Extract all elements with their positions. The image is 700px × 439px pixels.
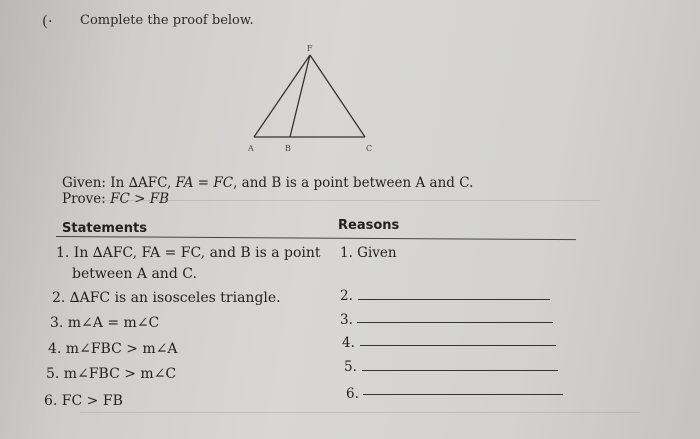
reason-3-number: 3. bbox=[340, 312, 353, 328]
reason-2-number: 2. bbox=[340, 288, 353, 304]
prove-prefix: Prove: bbox=[62, 191, 111, 207]
triangle-figure bbox=[240, 40, 380, 155]
reason-1: 1. Given bbox=[340, 245, 397, 261]
statement-4: 4. m∠FBC > m∠A bbox=[48, 341, 178, 357]
statement-2: 2. ∆AFC is an isosceles triangle. bbox=[52, 290, 281, 306]
scan-artifact-line bbox=[80, 412, 640, 413]
statement-1-line-1: 1. In ∆AFC, FA = FC, and B is a point bbox=[56, 245, 321, 261]
statement-3: 3. m∠A = m∠C bbox=[50, 315, 160, 331]
reason-6-blank[interactable] bbox=[363, 394, 563, 395]
reason-3-blank[interactable] bbox=[357, 322, 553, 323]
statement-5: 5. m∠FBC > m∠C bbox=[46, 366, 177, 382]
reason-5-blank[interactable] bbox=[362, 370, 558, 371]
header-divider bbox=[56, 236, 576, 240]
side-fa bbox=[254, 55, 310, 137]
label-f: F bbox=[307, 44, 313, 53]
statements-header: Statements bbox=[62, 221, 147, 236]
label-c: C bbox=[366, 144, 373, 153]
reason-6-number: 6. bbox=[346, 386, 359, 402]
reason-4-number: 4. bbox=[342, 335, 355, 351]
scan-artifact-line bbox=[100, 200, 600, 201]
reason-2-blank[interactable] bbox=[358, 299, 550, 300]
statement-6: 6. FC > FB bbox=[44, 393, 123, 409]
prove-math: FC > FB bbox=[110, 191, 170, 207]
segment-fb bbox=[290, 55, 310, 137]
given-prefix: Given: In ∆AFC, bbox=[62, 175, 176, 191]
reasons-header: Reasons bbox=[338, 218, 400, 233]
reason-4-blank[interactable] bbox=[360, 345, 556, 346]
label-b: B bbox=[285, 144, 291, 153]
instruction-text: Complete the proof below. bbox=[80, 13, 254, 28]
given-statement bbox=[62, 175, 473, 191]
reason-5-number: 5. bbox=[344, 359, 357, 375]
given-math: FA = FC bbox=[175, 175, 234, 191]
given-suffix: , and B is a point between A and C. bbox=[233, 175, 474, 191]
label-a: A bbox=[248, 144, 254, 153]
prove-statement bbox=[62, 191, 169, 207]
statement-1-line-2: between A and C. bbox=[72, 266, 197, 282]
problem-number: (· bbox=[42, 12, 53, 30]
side-fc bbox=[310, 55, 365, 137]
